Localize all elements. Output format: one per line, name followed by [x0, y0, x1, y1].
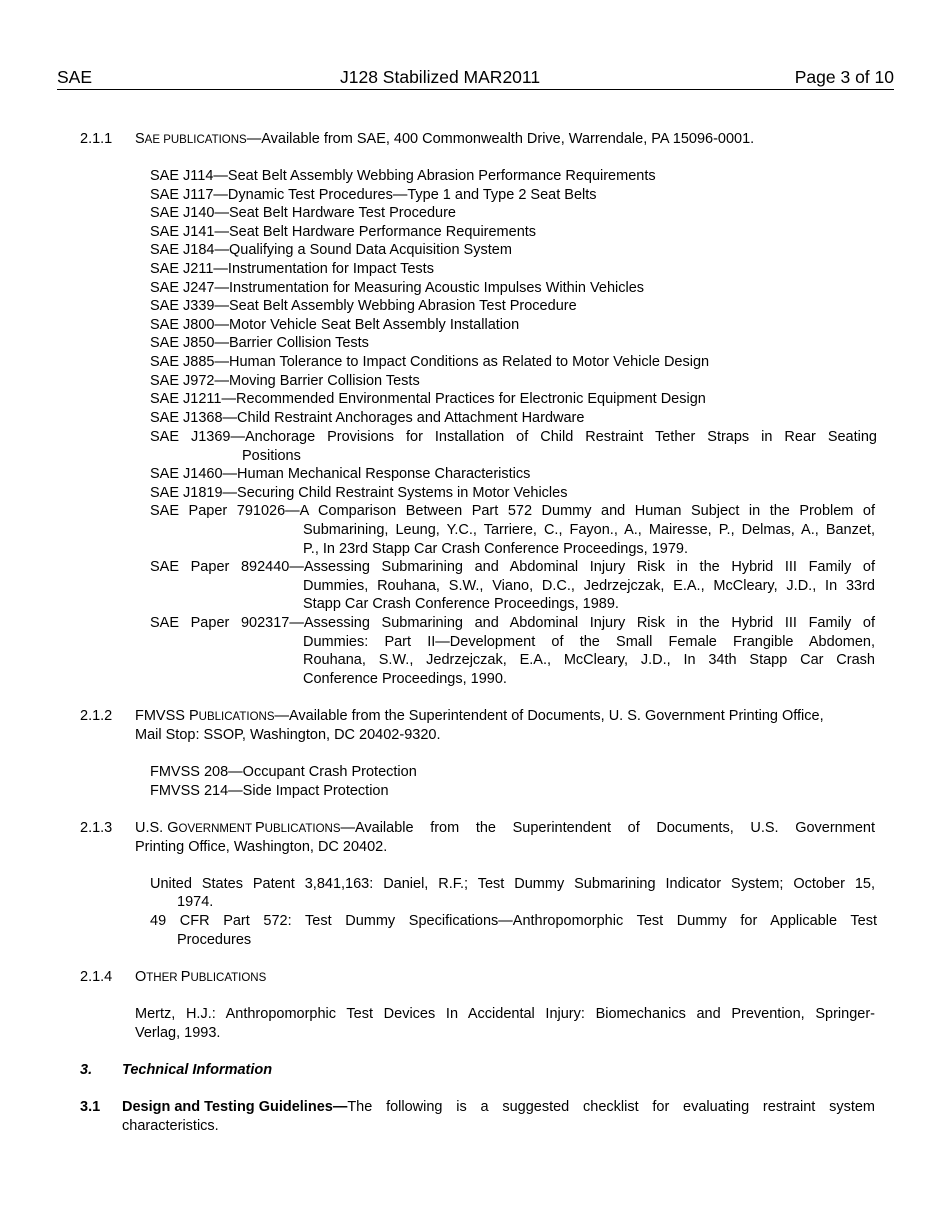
- list-item: FMVSS 214—Side Impact Protection: [150, 782, 389, 799]
- list-item: SAE J140—Seat Belt Hardware Test Procedure: [150, 205, 457, 222]
- paper-902317-line4: Conference Proceedings, 1990.: [303, 671, 507, 687]
- fmvss-list: [150, 763, 417, 800]
- section-number-2-1-2: 2.1.2: [80, 708, 113, 724]
- heading-small-caps: UBLICATIONS: [198, 711, 275, 723]
- heading-text: —Available from the Superintendent of Documents, U. S. Government Printing Office,: [274, 708, 824, 724]
- section-heading-2-1-4: [135, 968, 266, 988]
- paper-902317-line2: Dummies: Part II—Development of the Small Female Frangible Abdomen,: [303, 634, 875, 650]
- paper-902317-line3: Rouhana, S.W., Jedrzejczak, E.A., McCleary, J.D., In 34th Stapp Car Crash: [303, 652, 875, 668]
- cfr-line1: 49 CFR Part 572: Test Dummy Specifications—Anthropomorphic Test Dummy for Applicable Test: [150, 913, 877, 929]
- list-item: SAE J141—Seat Belt Hardware Performance Requirements: [150, 223, 537, 240]
- heading-small-caps: UBLICATIONS: [190, 972, 267, 984]
- heading-cap: O: [135, 969, 147, 985]
- sae-publication-list-2: [150, 465, 567, 502]
- paper-892440-line2: Dummies, Rouhana, S.W., Viano, D.C., Jedrzejczak, E.A., McCleary, J.D., In 33rd: [303, 578, 875, 594]
- section-heading-3-1: Design and Testing Guidelines—: [122, 1099, 348, 1115]
- heading-small-caps: THER: [146, 972, 181, 984]
- section-heading-3: Technical Information: [122, 1062, 273, 1078]
- section-number-2-1-4: 2.1.4: [80, 969, 113, 985]
- paper-791026-line3: P., In 23rd Stapp Car Crash Conference Proceedings, 1979.: [303, 541, 689, 557]
- patent-line2: 1974.: [177, 894, 214, 910]
- header-page-number: Page 3 of 10: [794, 67, 894, 87]
- list-item: SAE J885—Human Tolerance to Impact Conditions as Related to Motor Vehicle Design: [150, 353, 710, 370]
- section-heading-2-1-3: [135, 819, 875, 839]
- sae-publication-list: [150, 167, 709, 427]
- mertz-line2: Verlag, 1993.: [135, 1025, 221, 1041]
- patent-line1: United States Patent 3,841,163: Daniel, R.F.; Test Dummy Submarining Indicator System; October 15,: [150, 876, 875, 892]
- section-3-1-text: The following is a suggested checklist for evaluating restraint system: [347, 1099, 875, 1115]
- section-2-1-3-line2: Printing Office, Washington, DC 20402.: [135, 839, 388, 855]
- list-item: SAE J1368—Child Restraint Anchorages and Attachment Hardware: [150, 409, 585, 426]
- list-item: SAE J211—Instrumentation for Impact Tests: [150, 260, 434, 277]
- list-item: SAE J972—Moving Barrier Collision Tests: [150, 372, 420, 389]
- list-item: SAE J339—Seat Belt Assembly Webbing Abrasion Test Procedure: [150, 298, 577, 315]
- list-item-j1369-line1: SAE J1369—Anchorage Provisions for Installation of Child Restraint Tether Straps in Rear Seating: [150, 429, 877, 445]
- section-2-1-2-line2: Mail Stop: SSOP, Washington, DC 20402-9320.: [135, 727, 441, 743]
- list-item: SAE J184—Qualifying a Sound Data Acquisition System: [150, 242, 512, 259]
- heading-cap: P: [254, 820, 265, 836]
- page-header: [57, 68, 894, 90]
- heading-cap: S: [135, 131, 145, 147]
- heading-text: —Available from SAE, 400 Commonwealth Drive, Warrendale, PA 15096-0001.: [246, 131, 755, 147]
- header-title: J128 Stabilized MAR2011: [340, 67, 541, 87]
- heading-small-caps: AE PUBLICATIONS: [144, 134, 247, 146]
- list-item: SAE J117—Dynamic Test Procedures—Type 1 and Type 2 Seat Belts: [150, 186, 597, 203]
- paper-791026-line2: Submarining, Leung, Y.C., Tarriere, C., Fayon., A., Mairesse, P., Delmas, A., Banzet,: [303, 522, 875, 538]
- section-heading-2-1-2: [135, 707, 824, 727]
- section-number-2-1-1: 2.1.1: [80, 131, 113, 147]
- list-item-j1369-line2: Positions: [242, 448, 301, 464]
- list-item: SAE J800—Motor Vehicle Seat Belt Assembly Installation: [150, 316, 520, 333]
- heading-cap: U.S. G: [135, 820, 179, 836]
- heading-small-caps: OVERNMENT: [178, 823, 255, 835]
- paper-902317-line1: SAE Paper 902317—Assessing Submarining and Abdominal Injury Risk in the Hybrid III Family of: [150, 615, 875, 631]
- section-number-3-1: 3.1: [80, 1099, 101, 1115]
- list-item: FMVSS 208—Occupant Crash Protection: [150, 764, 417, 780]
- list-item: SAE J1819—Securing Child Restraint Systems in Motor Vehicles: [150, 484, 568, 501]
- paper-892440-line1: SAE Paper 892440—Assessing Submarining and Abdominal Injury Risk in the Hybrid III Family of: [150, 559, 875, 575]
- list-item: SAE J1460—Human Mechanical Response Characteristics: [150, 466, 531, 482]
- heading-cap: P: [180, 969, 191, 985]
- section-number-3: 3.: [80, 1062, 93, 1078]
- heading-text: —Available from the Superintendent of Documents, U.S. Government: [340, 820, 875, 836]
- mertz-line1: Mertz, H.J.: Anthropomorphic Test Devices In Accidental Injury: Biomechanics and Prevention, Springer-: [135, 1006, 875, 1022]
- section-heading-2-1-1: [135, 130, 754, 150]
- heading-cap: FMVSS P: [135, 708, 199, 724]
- section-number-2-1-3: 2.1.3: [80, 820, 113, 836]
- list-item: SAE J114—Seat Belt Assembly Webbing Abrasion Performance Requirements: [150, 168, 656, 184]
- list-item: SAE J247—Instrumentation for Measuring Acoustic Impulses Within Vehicles: [150, 279, 645, 296]
- section-3-1-line2: characteristics.: [122, 1118, 219, 1134]
- section-3-1-line1: [122, 1098, 875, 1117]
- paper-892440-line3: Stapp Car Crash Conference Proceedings, 1989.: [303, 596, 619, 612]
- header-left: SAE: [57, 67, 93, 87]
- paper-791026-line1: SAE Paper 791026—A Comparison Between Part 572 Dummy and Human Subject in the Problem of: [150, 503, 875, 519]
- list-item: SAE J1211—Recommended Environmental Practices for Electronic Equipment Design: [150, 391, 706, 408]
- heading-small-caps: UBLICATIONS: [264, 823, 341, 835]
- cfr-line2: Procedures: [177, 932, 252, 948]
- list-item: SAE J850—Barrier Collision Tests: [150, 335, 369, 352]
